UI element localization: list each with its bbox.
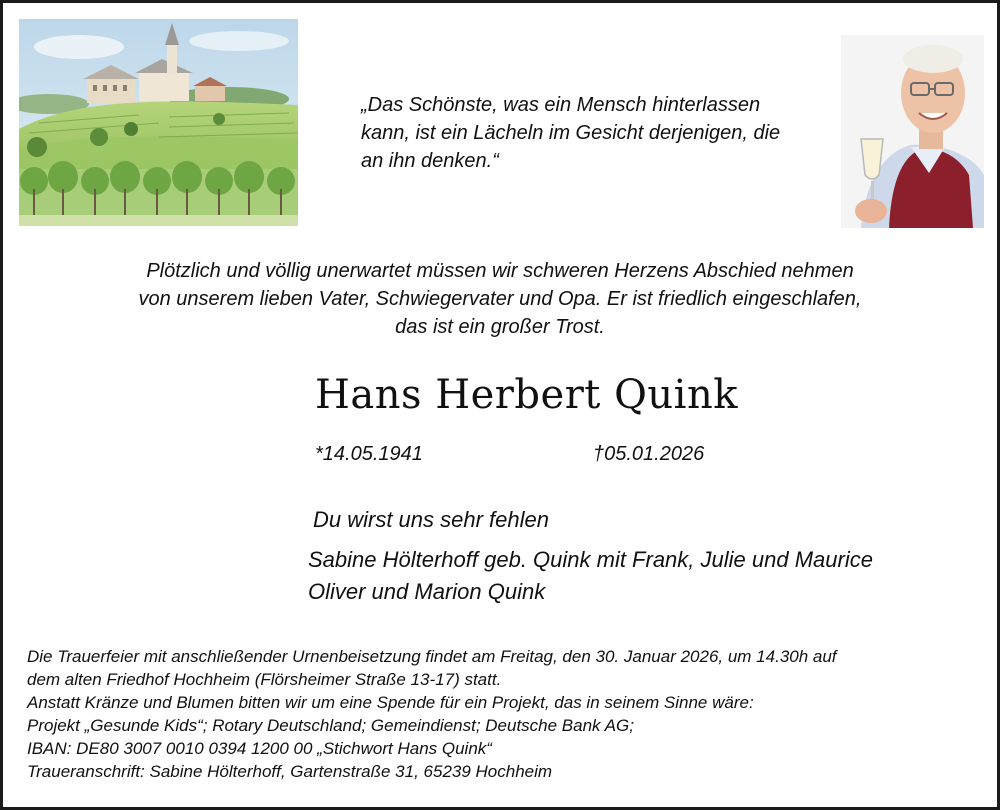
detail-line: Die Trauerfeier mit anschließender Urnenbeisetzung findet am Freitag, den 30. Januar 2026, um 14.30h auf [27,647,837,666]
detail-line: Anstatt Kränze und Blumen bitten wir um eine Spende für ein Projekt, das in seinem Sinne wäre: [27,693,754,712]
portrait-photo [841,35,984,228]
quote-line: an ihn denken.“ [361,150,499,172]
intro-line: das ist ein großer Trost. [395,316,605,338]
detail-line: dem alten Friedhof Hochheim (Flörsheimer Straße 13-17) statt. [27,670,502,689]
detail-line: IBAN: DE80 3007 0010 0394 1200 00 „Stichwort Hans Quink“ [27,739,492,758]
death-date: †05.01.2026 [593,443,705,465]
memorial-quote [361,91,831,175]
farewell-line: Du wirst uns sehr fehlen [313,507,549,532]
intro-line: von unserem lieben Vater, Schwiegervater und Opa. Er ist friedlich eingeschlafen, [138,288,862,310]
intro-line: Plötzlich und völlig unerwartet müssen wir schweren Herzens Abschied nehmen [146,260,854,282]
quote-line: kann, ist ein Lächeln im Gesicht derjenigen, die [361,122,781,144]
intro-text [3,257,997,341]
detail-line: Traueranschrift: Sabine Hölterhoff, Gartenstraße 31, 65239 Hochheim [27,762,553,781]
detail-line: Projekt „Gesunde Kids“; Rotary Deutschland; Gemeindienst; Deutsche Bank AG; [27,716,634,735]
mourners-list [308,544,998,608]
vineyard-painting [19,19,298,226]
funeral-details [27,645,987,783]
mourner-line: Sabine Hölterhoff geb. Quink mit Frank, Julie und Maurice [308,547,873,572]
deceased-name: Hans Herbert Quink [315,372,738,418]
quote-line: „Das Schönste, was ein Mensch hinterlassen [361,94,761,116]
birth-date: *14.05.1941 [315,443,423,465]
mourner-line: Oliver und Marion Quink [308,579,546,604]
